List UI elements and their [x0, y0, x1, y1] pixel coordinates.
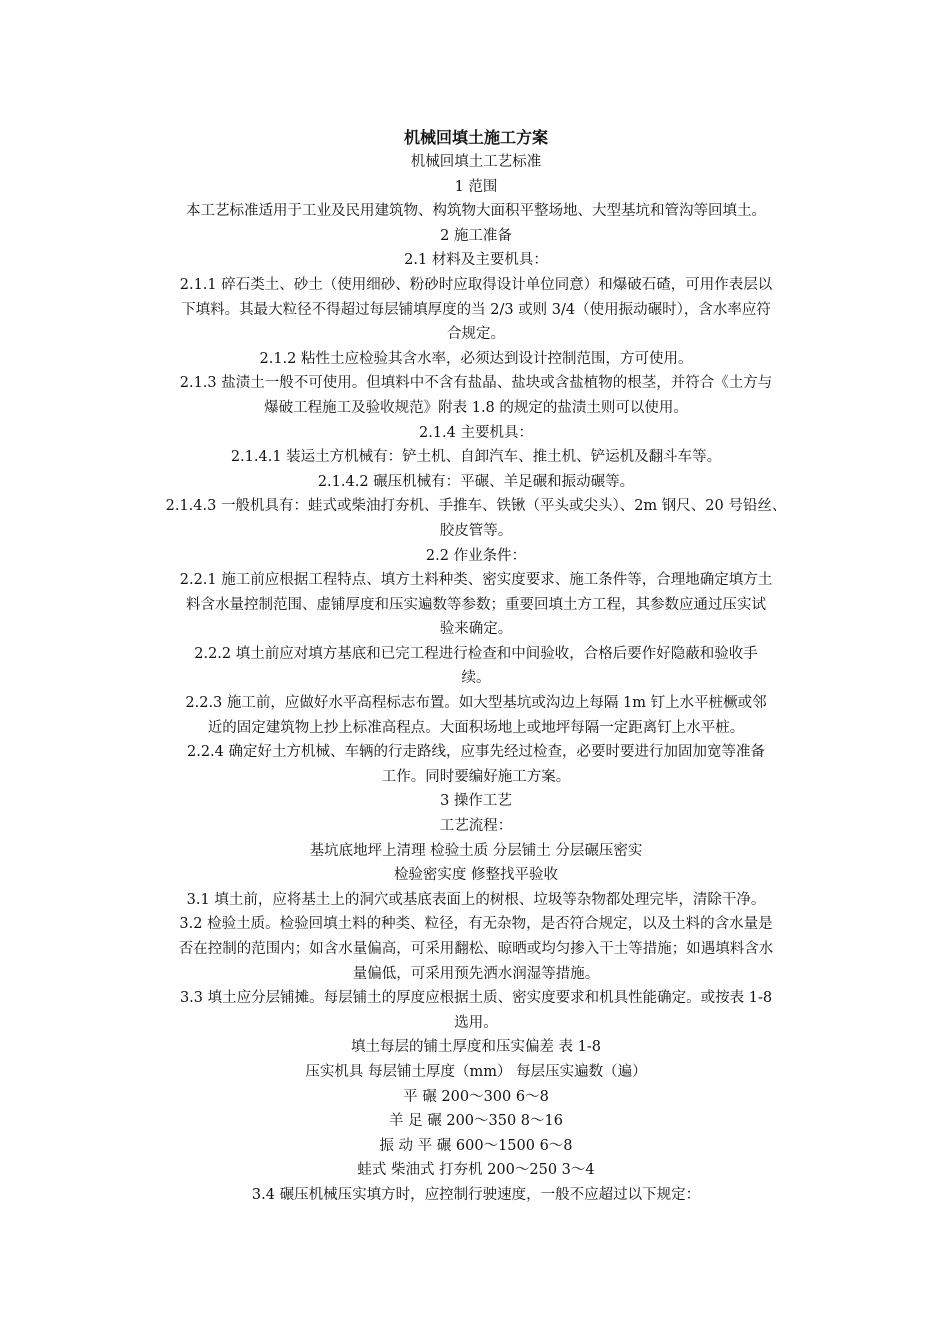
text-line: 验来确定。 [439, 621, 513, 638]
text-line: 合规定。 [447, 326, 505, 343]
text-line: 2.2.1 施工前应根据工程特点、填方土料种类、密实度要求、施工条件等，合理地确定填方土 [179, 572, 773, 589]
text-line: 3.3 填土应分层铺摊。每层铺土的厚度应根据土质、密实度要求和机具性能确定。或按表 1-8 [179, 990, 773, 1007]
text-line: 3.1 填土前，应将基土上的洞穴或基底表面上的树根、垃圾等杂物都处理完毕，清除干净。 [186, 891, 766, 908]
text-line: 2.1.4.3 一般机具有：蛙式或柴油打夯机、手推车、铁锹（平头或尖头）、2m 钢尺、20 号铅丝、 [165, 498, 787, 515]
text-line: 2 施工准备 [440, 227, 512, 244]
document-body [140, 175, 812, 1208]
text-line: 2.1.4.2 碾压机械有：平碾、羊足碾和振动碾等。 [317, 473, 635, 490]
text-line: 近的固定建筑物上抄上标准高程点。大面积场地上或地坪每隔一定距离钉上水平桩。 [207, 719, 745, 736]
text-line: 3.2 检验土质。检验回填土料的种类、粒径，有无杂物，是否符合规定，以及土料的含水量是 [179, 916, 773, 933]
text-line: 压实机具 每层铺土厚度（mm） 每层压实遍数（遍） [305, 1063, 647, 1080]
text-line: 胶皮管等。 [439, 522, 513, 539]
text-line: 下填料。其最大粒径不得超过每层铺填厚度的当 2/3 或则 3/4（使用振动碾时），含水率应符 [181, 301, 771, 318]
text-line: 量偏低，可采用预先洒水润湿等措施。 [352, 965, 600, 982]
document-title: 机械回填土施工方案 [403, 128, 548, 147]
text-line: 2.2 作业条件： [425, 547, 527, 564]
text-line: 3.4 碾压机械压实填方时，应控制行驶速度，一般不应超过以下规定： [251, 1186, 701, 1203]
text-line: 3 操作工艺 [440, 793, 512, 810]
text-line: 2.1.2 粘性土应检验其含水率，必须达到设计控制范围，方可使用。 [259, 350, 693, 367]
text-line: 爆破工程施工及验收规范》附表 1.8 的规定的盐渍土则可以使用。 [264, 399, 688, 416]
text-line: 2.1 材料及主要机具： [404, 252, 548, 269]
text-line: 工艺流程： [439, 818, 513, 835]
text-line: 料含水量控制范围、虚铺厚度和压实遍数等参数；重要回填土方工程，其参数应通过压实试 [186, 596, 766, 613]
text-line: 羊 足 碾 200～350 8～16 [389, 1113, 563, 1130]
text-line: 2.1.4 主要机具： [418, 424, 533, 441]
document-page [140, 126, 812, 1208]
text-line: 2.2.2 填土前应对填方基底和已完工程进行检查和中间验收，合格后要作好隐蔽和验收手 [194, 645, 758, 662]
text-line: 2.1.4.1 装运土方机械有：铲土机、自卸汽车、推土机、铲运机及翻斗车等。 [230, 449, 722, 466]
document-subtitle: 机械回填土工艺标准 [410, 154, 542, 170]
text-line: 本工艺标准适用于工业及民用建筑物、构筑物大面积平整场地、大型基坑和管沟等回填土。 [186, 203, 766, 220]
text-line: 检验密实度 修整找平验收 [393, 867, 559, 884]
text-line: 2.1.1 碎石类土、砂土（使用细砂、粉砂时应取得设计单位同意）和爆破石碴，可用作表层以 [179, 276, 773, 293]
text-line: 否在控制的范围内；如含水量偏高，可采用翻松、晾晒或均匀掺入干土等措施；如遇填料含水 [178, 941, 774, 957]
text-line: 基坑底地坪上清理 检验土质 分层铺土 分层碾压密实 [309, 842, 643, 859]
text-line: 2.2.3 施工前，应做好水平高程标志布置。如大型基坑或沟边上每隔 1m 钉上水平桩橛或邻 [185, 695, 767, 712]
text-line: 2.1.3 盐渍土一般不可使用。但填料中不含有盐晶、盐块或含盐植物的根茎，并符合《土方与 [179, 375, 773, 392]
text-line: 平 碾 200～300 6～8 [403, 1088, 549, 1105]
text-line: 选用。 [454, 1014, 498, 1031]
text-line: 工作。同时要编好施工方案。 [381, 768, 571, 785]
text-line: 2.2.4 确定好土方机械、车辆的行走路线，应事先经过检查，必要时要进行加固加宽等准备 [187, 744, 765, 761]
text-line: 续。 [461, 670, 491, 687]
text-line: 振 动 平 碾 600～1500 6～8 [379, 1137, 573, 1154]
text-line: 1 范围 [454, 178, 498, 195]
text-line: 蛙式 柴油式 打夯机 200～250 3～4 [357, 1162, 595, 1179]
text-line: 填土每层的铺土厚度和压实偏差 表 1-8 [350, 1039, 602, 1056]
